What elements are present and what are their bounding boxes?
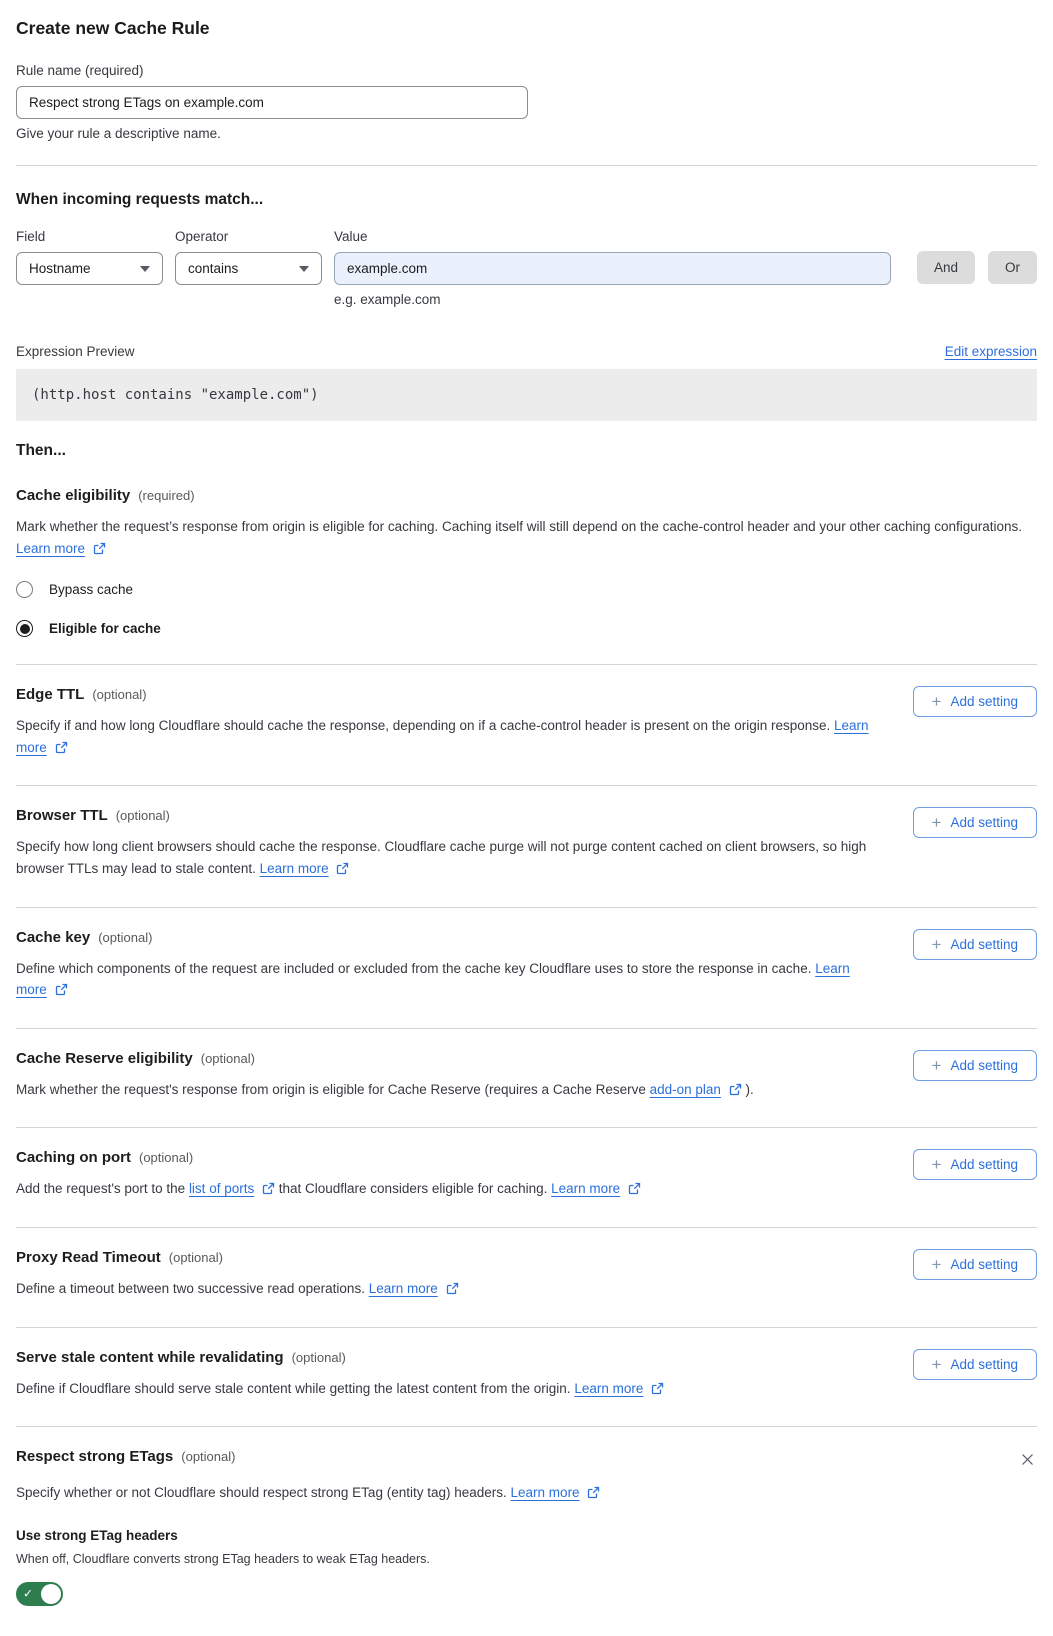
page-title: Create new Cache Rule	[16, 18, 210, 38]
plus-icon: +	[931, 934, 942, 954]
external-link-icon	[729, 1083, 742, 1096]
then-heading: Then...	[16, 442, 66, 459]
plus-icon: +	[931, 1155, 942, 1175]
external-link-icon	[651, 1382, 664, 1395]
add-setting-button[interactable]	[913, 929, 1037, 960]
setting-section	[16, 907, 1037, 1028]
inline-link[interactable]: Learn more	[368, 1280, 438, 1296]
value-label: Value	[334, 229, 368, 244]
settings-sections	[16, 664, 1037, 1426]
radio-bypass-cache[interactable]	[16, 581, 1037, 598]
use-strong-etag-headers-title: Use strong ETag headers	[16, 1527, 178, 1543]
external-link-icon	[55, 741, 68, 754]
inline-link[interactable]: Learn more	[16, 960, 850, 998]
respect-strong-etags-section	[16, 1426, 1037, 1606]
operator-select-value: contains	[188, 261, 239, 276]
setting-section-description: Mark whether the request's response from origin is eligible for Cache Reserve (requires a Cache Reserve add-on plan ).	[16, 1081, 754, 1097]
add-setting-label: Add setting	[950, 815, 1018, 831]
optional-label: (optional)	[181, 1449, 236, 1465]
rule-name-group	[16, 63, 1037, 141]
operator-label: Operator	[175, 229, 229, 244]
add-setting-button[interactable]	[913, 1349, 1037, 1380]
plus-icon: +	[931, 813, 942, 833]
add-setting-button[interactable]	[913, 1050, 1037, 1081]
check-icon: ✓	[23, 1586, 34, 1601]
setting-section	[16, 664, 1037, 785]
setting-section	[16, 1127, 1037, 1227]
rule-name-input[interactable]	[16, 86, 528, 119]
etags-description: Specify whether or not Cloudflare should respect strong ETag (entity tag) headers. Learn more	[16, 1482, 1037, 1504]
add-setting-label: Add setting	[950, 1157, 1018, 1173]
external-link-icon	[446, 1282, 459, 1295]
external-link-icon	[336, 862, 349, 875]
inline-link[interactable]: list of ports	[188, 1181, 255, 1197]
plus-icon: +	[931, 1055, 942, 1075]
setting-section-title: Cache Reserve eligibility	[16, 1049, 193, 1067]
optional-label: (optional)	[168, 1249, 223, 1265]
use-strong-etag-headers-note: When off, Cloudflare converts strong ETag headers to weak ETag headers.	[16, 1551, 430, 1566]
external-link-icon	[93, 542, 106, 555]
inline-link[interactable]: Learn more	[574, 1380, 644, 1396]
add-setting-button[interactable]	[913, 1149, 1037, 1180]
optional-label: (optional)	[139, 1150, 194, 1166]
inline-link[interactable]: Learn more	[510, 1485, 580, 1501]
add-setting-label: Add setting	[950, 936, 1018, 952]
optional-label: (optional)	[291, 1349, 346, 1365]
cache-eligibility-description: Mark whether the request’s response from origin is eligible for caching. Caching itself will still depend on the cache-control header and your other caching configurations. Learn more	[16, 519, 1023, 556]
divider	[16, 165, 1037, 166]
setting-section	[16, 1327, 1037, 1427]
plus-icon: +	[931, 1354, 942, 1374]
value-help: e.g. example.com	[334, 292, 441, 307]
radio-eligible-for-cache[interactable]	[16, 620, 1037, 637]
field-label: Field	[16, 229, 46, 244]
setting-section-title: Caching on port	[16, 1149, 131, 1167]
rule-name-label: Rule name (required)	[16, 63, 144, 78]
cache-eligibility-section	[16, 487, 1037, 637]
plus-icon: +	[931, 1254, 942, 1274]
radio-icon-checked	[16, 620, 33, 637]
setting-section-description: Add the request's port to the list of ports that Cloudflare considers eligible for caching. Learn more	[16, 1178, 876, 1200]
setting-section-description: Define if Cloudflare should serve stale content while getting the latest content from the origin. Learn more	[16, 1378, 876, 1400]
expression-row	[16, 344, 1037, 359]
chevron-down-icon	[140, 266, 150, 272]
inline-link[interactable]: Learn more	[259, 860, 329, 876]
value-input[interactable]	[334, 252, 891, 285]
required-label: (required)	[138, 488, 195, 503]
toggle-knob	[41, 1584, 61, 1604]
edit-expression-link[interactable]: Edit expression	[944, 344, 1037, 359]
setting-section	[16, 1028, 1037, 1128]
add-setting-button[interactable]	[913, 807, 1037, 838]
etags-title: Respect strong ETags	[16, 1448, 174, 1466]
optional-label: (optional)	[92, 687, 147, 703]
expression-preview-label: Expression Preview	[16, 344, 135, 359]
add-setting-label: Add setting	[950, 1356, 1018, 1372]
radio-label: Bypass cache	[49, 582, 134, 598]
field-select-value: Hostname	[29, 261, 91, 276]
setting-section-description: Define a timeout between two successive read operations. Learn more	[16, 1278, 876, 1300]
setting-section-description: Define which components of the request are included or excluded from the cache key Cloudflare uses to store the response in cache. Learn more	[16, 960, 850, 998]
optional-label: (optional)	[200, 1050, 255, 1066]
add-setting-button[interactable]	[913, 1249, 1037, 1280]
inline-link[interactable]: Learn more	[551, 1181, 621, 1197]
setting-section-title: Proxy Read Timeout	[16, 1248, 161, 1266]
strong-etag-toggle[interactable]	[16, 1582, 63, 1606]
external-link-icon	[262, 1182, 275, 1195]
add-setting-label: Add setting	[950, 1057, 1018, 1073]
add-setting-label: Add setting	[950, 1256, 1018, 1272]
plus-icon: +	[931, 692, 942, 712]
cache-eligibility-title: Cache eligibility	[16, 487, 131, 504]
match-row	[16, 229, 1037, 307]
operator-select[interactable]	[175, 252, 322, 285]
field-select[interactable]	[16, 252, 163, 285]
radio-icon	[16, 581, 33, 598]
inline-link[interactable]: Learn more	[16, 718, 869, 755]
inline-link[interactable]: Learn more	[16, 540, 86, 556]
external-link-icon	[55, 983, 68, 996]
expression-code: (http.host contains "example.com")	[16, 369, 1037, 421]
match-heading: When incoming requests match...	[16, 191, 264, 208]
setting-section	[16, 785, 1037, 906]
and-button[interactable]: And	[917, 251, 975, 284]
or-button[interactable]: Or	[988, 251, 1037, 284]
optional-label: (optional)	[98, 929, 153, 945]
inline-link[interactable]: add-on plan	[649, 1081, 721, 1097]
setting-section-description: Specify if and how long Cloudflare should cache the response, depending on if a cache-control header is present on the origin response. Learn more	[16, 718, 869, 755]
optional-label: (optional)	[115, 808, 170, 824]
close-icon[interactable]	[1018, 1450, 1037, 1472]
rule-name-help: Give your rule a descriptive name.	[16, 126, 221, 141]
external-link-icon	[587, 1486, 600, 1499]
setting-section-title: Cache key	[16, 928, 91, 946]
chevron-down-icon	[299, 266, 309, 272]
add-setting-label: Add setting	[950, 694, 1018, 710]
external-link-icon	[628, 1182, 641, 1195]
setting-section-title: Browser TTL	[16, 807, 108, 825]
setting-section-title: Edge TTL	[16, 686, 85, 704]
setting-section-title: Serve stale content while revalidating	[16, 1348, 284, 1366]
setting-section-description: Specify how long client browsers should cache the response. Cloudflare cache purge will not purge content cached on client browsers, so high browser TTLs may lead to stale content. Learn more	[16, 839, 867, 876]
add-setting-button[interactable]	[913, 686, 1037, 717]
setting-section	[16, 1227, 1037, 1327]
radio-label: Eligible for cache	[49, 621, 161, 637]
